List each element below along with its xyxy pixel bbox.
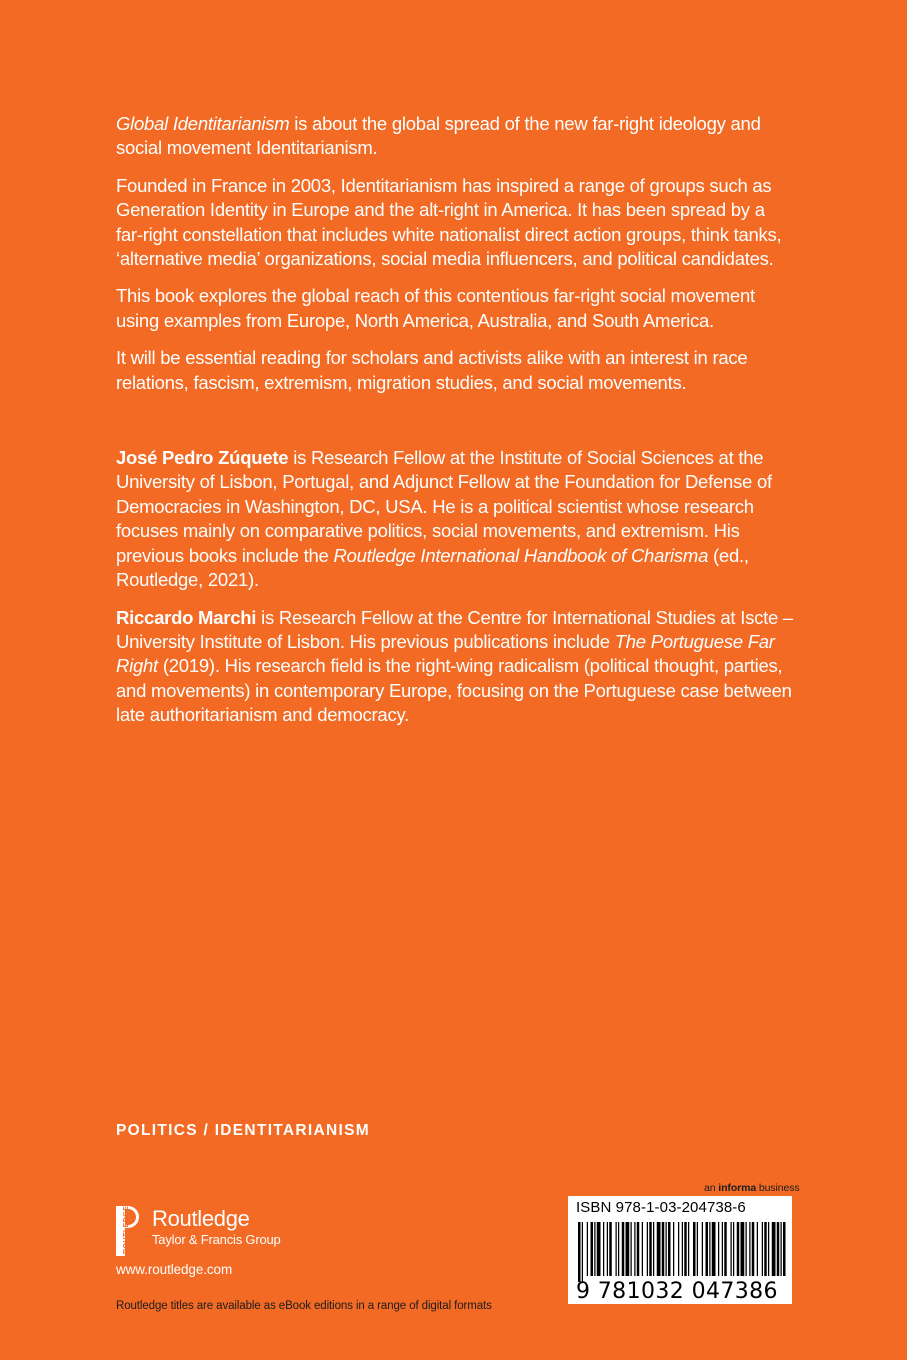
- barcode-stripe: [712, 1222, 716, 1276]
- barcode-stripe: [673, 1222, 674, 1276]
- barcode-stripe: [666, 1222, 667, 1276]
- barcode-stripe: [642, 1222, 643, 1276]
- author-bio-2-text: is Research Fellow at the Centre for International Studies at Iscte – University Institute of Lisbon. His previous publications include: [116, 606, 793, 652]
- logo-vertical-text: ROUTLEDGE: [123, 1205, 130, 1254]
- barcode-stripe: [772, 1222, 776, 1276]
- barcode-stripe: [616, 1222, 617, 1276]
- routledge-logo: [116, 1206, 281, 1256]
- barcode-stripe: [702, 1222, 703, 1276]
- barcode-stripe: [653, 1222, 654, 1276]
- barcode-stripe: [757, 1222, 758, 1276]
- informa-prefix: an: [704, 1182, 719, 1194]
- barcode-stripe: [678, 1222, 679, 1276]
- publisher-group: Taylor & Francis Group: [152, 1232, 281, 1247]
- section-spacer: [116, 408, 796, 446]
- barcode-stripe: [657, 1222, 661, 1276]
- blurb-paragraph-1-text: is about the global spread of the new far-right ideology and social movement Identitarianism.: [116, 113, 761, 159]
- informa-bold: informa: [718, 1182, 757, 1194]
- barcode-stripe: [591, 1222, 594, 1276]
- barcode-stripe: [693, 1222, 696, 1276]
- author-bio-1-text: is Research Fellow at the Institute of Social Sciences at the University of Lisbon, Portugal, and Adjunct Fellow at the Foundation for Defense of Democracies in Washington, DC, USA. He is a political scientist whose research focuses mainly on comparative politics, social movements, and extremism. His previous books include the: [116, 447, 772, 566]
- barcode-stripe: [626, 1222, 630, 1276]
- barcode-stripe: [631, 1222, 632, 1276]
- barcode-stripe: [662, 1222, 665, 1276]
- ebook-note: Routledge titles are available as eBook editions in a range of digital formats: [116, 1300, 492, 1312]
- barcode-stripe: [684, 1222, 687, 1276]
- barcode-stripe: [752, 1222, 755, 1276]
- author-name-2: Riccardo Marchi: [116, 606, 257, 628]
- barcode-stripe: [741, 1222, 745, 1276]
- barcode-stripe: [762, 1222, 763, 1276]
- barcode-stripe: [668, 1222, 671, 1276]
- blurb-paragraph-1: [116, 112, 796, 161]
- publisher-name: Routledge: [152, 1206, 250, 1231]
- barcode-stripe: [622, 1222, 625, 1276]
- barcode-stripe: [618, 1222, 619, 1276]
- barcode-stripe: [722, 1222, 723, 1276]
- barcode-stripe: [688, 1222, 689, 1276]
- barcode-stripe: [737, 1222, 740, 1276]
- isbn-number: ISBN 978-1-03-204738-6: [576, 1199, 746, 1216]
- barcode-stripe: [724, 1222, 727, 1276]
- publisher-website: www.routledge.com: [116, 1262, 233, 1277]
- barcode-stripe: [594, 1222, 595, 1276]
- publisher-wordmark: [152, 1206, 281, 1248]
- barcode-stripe: [764, 1222, 767, 1276]
- blurb-paragraph-3: This book explores the global reach of this contentious far-right social movement using examples from Europe, North America, Australia, and South America.: [116, 285, 755, 331]
- barcode-stripe: [718, 1222, 719, 1276]
- blurb-paragraph-2: Founded in France in 2003, Identitarianism has inspired a range of groups such as Generation Identity in Europe and the alt-right in America. It has been spread by a far-right constellation that includes white nationalist direct action groups, think tanks, ‘alternative media’ organizations, social media influencers, and political candidates.: [116, 174, 782, 270]
- barcode-stripe: [587, 1222, 588, 1276]
- subject-category: POLITICS / IDENTITARIANISM: [116, 1122, 370, 1139]
- author-bio-2-book: The Portuguese Far Right: [116, 630, 775, 677]
- barcode-stripe: [709, 1222, 710, 1276]
- barcode-stripe: [649, 1222, 652, 1276]
- barcode-stripe: [749, 1222, 750, 1276]
- barcode-stripe: [597, 1222, 601, 1276]
- barcode-stripe: [603, 1222, 604, 1276]
- barcode-stripe: [647, 1222, 648, 1276]
- isbn-barcode: [568, 1196, 792, 1304]
- barcode-stripe: [731, 1222, 732, 1276]
- barcode-stripe: [781, 1222, 782, 1276]
- author-bio-2-end: (2019). His research field is the right-wing radicalism (political thought, parties, and movements) in contemporary Europe, focusing on the Portuguese case between late authoritarianism and democracy.: [116, 655, 792, 726]
- barcode-stripe: [637, 1222, 640, 1276]
- author-bio-1: [116, 446, 796, 592]
- author-bio-1-book: Routledge International Handbook of Charisma: [333, 544, 709, 566]
- back-cover-blurb: [116, 112, 796, 741]
- barcode-stripe: [768, 1222, 769, 1276]
- barcode-stripe: [706, 1222, 709, 1276]
- barcode-stripe: [777, 1222, 780, 1276]
- informa-suffix: business: [756, 1182, 800, 1194]
- barcode-stripe: [609, 1222, 612, 1276]
- barcode-stripe: [582, 1222, 583, 1282]
- barcode-stripe: [733, 1222, 734, 1276]
- blurb-paragraph-4: It will be essential reading for scholars and activists alike with an interest in race relations, fascism, extremism, migration studies, and social movements.: [116, 347, 748, 393]
- book-title-italic: Global Identitarianism: [116, 113, 290, 134]
- informa-business-label: [704, 1182, 800, 1194]
- author-bio-1-end: (ed., Routledge, 2021).: [116, 544, 749, 591]
- barcode-stripe: [578, 1222, 581, 1282]
- barcode-digits: 9 781032 047386: [576, 1279, 778, 1304]
- author-name-1: José Pedro Zúquete: [116, 447, 289, 469]
- barcode-stripe: [682, 1222, 683, 1276]
- barcode-stripe: [634, 1222, 635, 1276]
- routledge-logo-icon: [116, 1206, 140, 1256]
- barcode-stripe: [746, 1222, 747, 1276]
- barcode-stripe: [607, 1222, 608, 1276]
- author-bio-2: [116, 606, 796, 728]
- barcode-stripe: [697, 1222, 698, 1276]
- barcode-stripe: [783, 1222, 786, 1276]
